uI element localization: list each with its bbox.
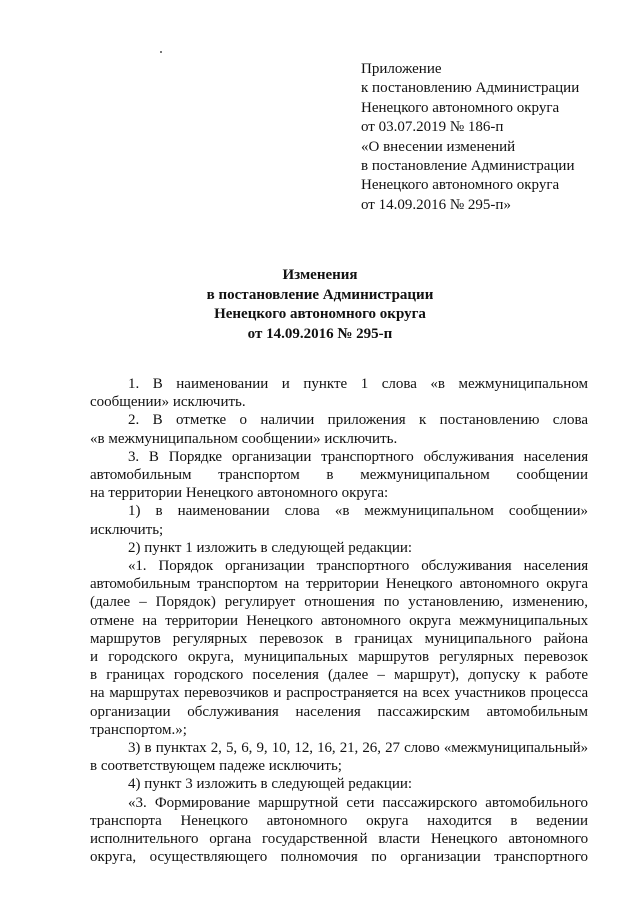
paragraph-9 <box>90 794 588 867</box>
document-title <box>0 266 640 344</box>
appendix-line: от 14.09.2016 № 295-п» <box>361 196 511 213</box>
title-line: в постановление Администрации <box>206 286 434 303</box>
text-line: исключить; <box>90 521 164 538</box>
text-line: организации обслуживания населения пассажирским автомобильным <box>90 703 588 720</box>
paragraph-3 <box>90 448 588 503</box>
paragraph-5 <box>90 539 588 557</box>
paragraph-8 <box>90 775 588 793</box>
appendix-line: от 03.07.2019 № 186-п <box>361 119 504 136</box>
text-line: исполнительного органа государственной власти Ненецкого автономного <box>90 831 588 848</box>
text-line: 1. В наименовании и пункте 1 слова «в межмуниципальном <box>128 376 588 392</box>
text-line: автомобильным транспортом в межмуниципальном сообщении <box>90 467 588 484</box>
text-line: в границах городского поселения (далее – маршрут), допуску к работе <box>90 667 588 684</box>
title-line: Изменения <box>282 267 358 283</box>
text-line: (далее – Порядок) регулирует отношения по установлению, изменению, <box>90 594 588 611</box>
text-line: на маршрутах перевозчиков и распространяется на всех участников процесса <box>90 685 588 702</box>
text-line: в соответствующем падеже исключить; <box>90 758 342 775</box>
text-line: 4) пункт 3 изложить в следующей редакции: <box>128 776 413 793</box>
text-line: 2. В отметке о наличии приложения к постановлению слова <box>128 412 588 429</box>
appendix-header <box>361 60 631 215</box>
text-line: округа, осуществляющего полномочия по организации транспортного <box>90 849 588 866</box>
text-line: «в межмуниципальном сообщении» исключить. <box>90 430 398 447</box>
text-line: транспорта Ненецкого автономного округа находится в ведении <box>90 812 588 829</box>
text-line: «1. Порядок организации транспортного обслуживания населения <box>128 558 588 575</box>
text-line: автомобильным транспортом на территории Ненецкого автономного округа <box>90 576 588 593</box>
appendix-line: Ненецкого автономного округа <box>361 99 560 116</box>
text-line: 3. В Порядке организации транспортного обслуживания населения <box>128 448 588 465</box>
text-line: 1) в наименовании слова «в межмуниципальном сообщении» <box>128 503 588 520</box>
document-body <box>90 375 588 866</box>
paragraph-1 <box>90 375 588 411</box>
text-line: «3. Формирование маршрутной сети пассажирского автомобильного <box>128 794 588 811</box>
text-line: 3) в пунктах 2, 5, 6, 9, 10, 12, 16, 21, 26, 27 слово «межмуниципальный» <box>128 740 588 757</box>
scan-speck <box>160 51 162 53</box>
paragraph-4 <box>90 502 588 538</box>
paragraph-6 <box>90 557 588 739</box>
appendix-line: в постановление Администрации <box>361 158 575 175</box>
appendix-line: Приложение <box>361 61 442 77</box>
text-line: 2) пункт 1 изложить в следующей редакции: <box>128 539 413 556</box>
text-line: маршрутов регулярных перевозок в границах муниципального района <box>90 630 588 647</box>
appendix-line: к постановлению Администрации <box>361 80 580 97</box>
title-line: Ненецкого автономного округа <box>214 306 426 322</box>
text-line: отмене на территории Ненецкого автономного округа межмуниципальных <box>90 612 588 629</box>
paragraph-7 <box>90 739 588 775</box>
paragraph-2 <box>90 411 588 447</box>
appendix-line: Ненецкого автономного округа <box>361 177 560 194</box>
text-line: сообщении» исключить. <box>90 394 246 411</box>
appendix-line: «О внесении изменений <box>361 138 516 155</box>
text-line: на территории Ненецкого автономного округа: <box>90 485 389 502</box>
text-line: транспортом.»; <box>90 721 187 738</box>
title-line: от 14.09.2016 № 295-п <box>247 325 393 342</box>
text-line: и городского округа, муниципальных маршрутов регулярных перевозок <box>90 649 588 666</box>
